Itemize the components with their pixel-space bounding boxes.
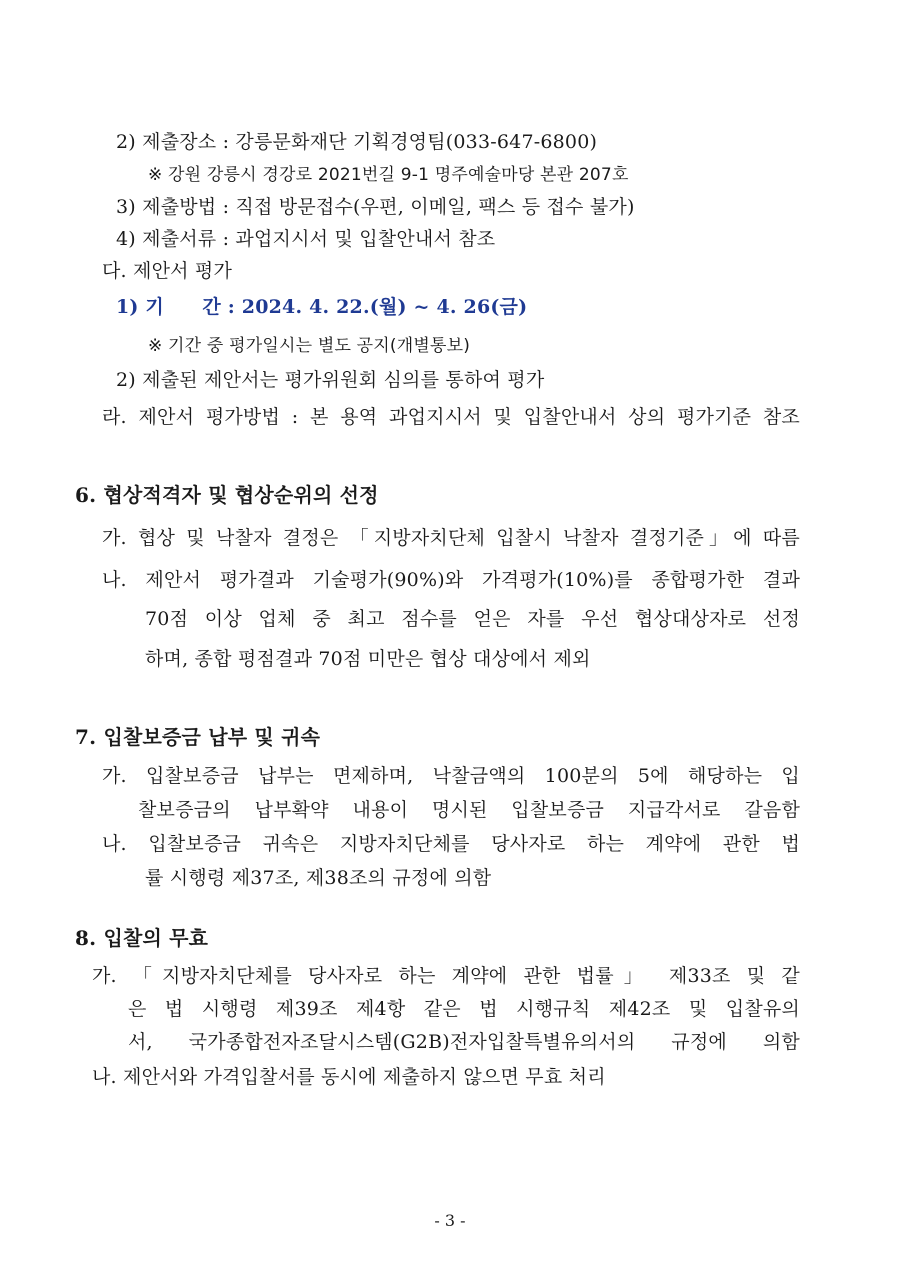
submit-place-line: 2) 제출장소 : 강릉문화재단 기획경영팀(033-647-6800) <box>116 131 598 153</box>
section-6-item-ga: 가. 협상 및 낙찰자 결정은 「지방자치단체 입찰시 낙찰자 결정기준」에 따름 <box>102 527 800 549</box>
section-6-item-na-wrap <box>102 566 800 594</box>
section-8-item-ga-wrap <box>92 962 800 990</box>
page-number: - 3 - <box>434 1211 466 1230</box>
section-8-item-ga-cont1: 은 법 시행령 제39조 제4항 같은 법 시행규칙 제42조 및 입찰유의 <box>128 998 800 1020</box>
section-7-item-ga-cont: 찰보증금의 납부확약 내용이 명시된 입찰보증금 지급각서로 갈음함 <box>138 799 800 821</box>
section-8-heading: 8. 입찰의 무효 <box>75 926 209 950</box>
address-note: ※ 강원 강릉시 경강로 2021번길 9-1 명주예술마당 본관 207호 <box>148 165 629 185</box>
proposal-eval-heading: 다. 제안서 평가 <box>102 260 233 282</box>
eval-committee-line: 2) 제출된 제안서는 평가위원회 심의를 통하여 평가 <box>116 369 545 391</box>
section-7-item-na: 나. 입찰보증금 귀속은 지방자치단체를 당사자로 하는 계약에 관한 법 <box>102 833 800 855</box>
section-6-item-na-cont1: 70점 이상 업체 중 최고 점수를 얻은 자를 우선 협상대상자로 선정 <box>145 608 800 630</box>
section-7-heading: 7. 입찰보증금 납부 및 귀속 <box>75 725 321 749</box>
eval-period-line: 1) 기 간 : 2024. 4. 22.(월) ~ 4. 26(금) <box>116 296 528 318</box>
section-8-item-ga-cont1-wrap <box>128 995 800 1023</box>
section-8-item-na: 나. 제안서와 가격입찰서를 동시에 제출하지 않으면 무효 처리 <box>92 1066 606 1088</box>
section-6-heading: 6. 협상적격자 및 협상순위의 선정 <box>75 483 379 507</box>
section-6-item-ga-wrap <box>102 524 800 552</box>
section-6-item-na-cont1-wrap <box>145 605 800 633</box>
section-8-item-ga-cont2: 서, 국가종합전자조달시스템(G2B)전자입찰특별유의서의 규정에 의함 <box>128 1031 800 1053</box>
section-7-item-ga: 가. 입찰보증금 납부는 면제하며, 낙찰금액의 100분의 5에 해당하는 입 <box>102 765 800 787</box>
submit-docs-line: 4) 제출서류 : 과업지시서 및 입찰안내서 참조 <box>116 228 496 250</box>
section-6-item-na: 나. 제안서 평가결과 기술평가(90%)와 가격평가(10%)를 종합평가한 결과 <box>102 569 800 591</box>
section-7-item-ga-cont-wrap <box>138 796 800 824</box>
section-8-item-ga-cont2-wrap <box>128 1028 800 1056</box>
eval-method-wrap <box>102 403 800 431</box>
submit-method-line: 3) 제출방법 : 직접 방문접수(우편, 이메일, 팩스 등 접수 불가) <box>116 196 635 218</box>
section-7-item-ga-wrap <box>102 762 800 790</box>
section-7-item-na-cont: 률 시행령 제37조, 제38조의 규정에 의함 <box>145 867 492 889</box>
section-6-item-na-cont2: 하며, 종합 평점결과 70점 미만은 협상 대상에서 제외 <box>145 648 591 670</box>
section-7-item-na-wrap <box>102 830 800 858</box>
eval-period-note: ※ 기간 중 평가일시는 별도 공지(개별통보) <box>148 336 471 356</box>
eval-method-line: 라. 제안서 평가방법 : 본 용역 과업지시서 및 입찰안내서 상의 평가기준 참조 <box>102 406 800 428</box>
section-8-item-ga: 가. 「지방자치단체를 당사자로 하는 계약에 관한 법률」 제33조 및 같 <box>92 965 800 987</box>
